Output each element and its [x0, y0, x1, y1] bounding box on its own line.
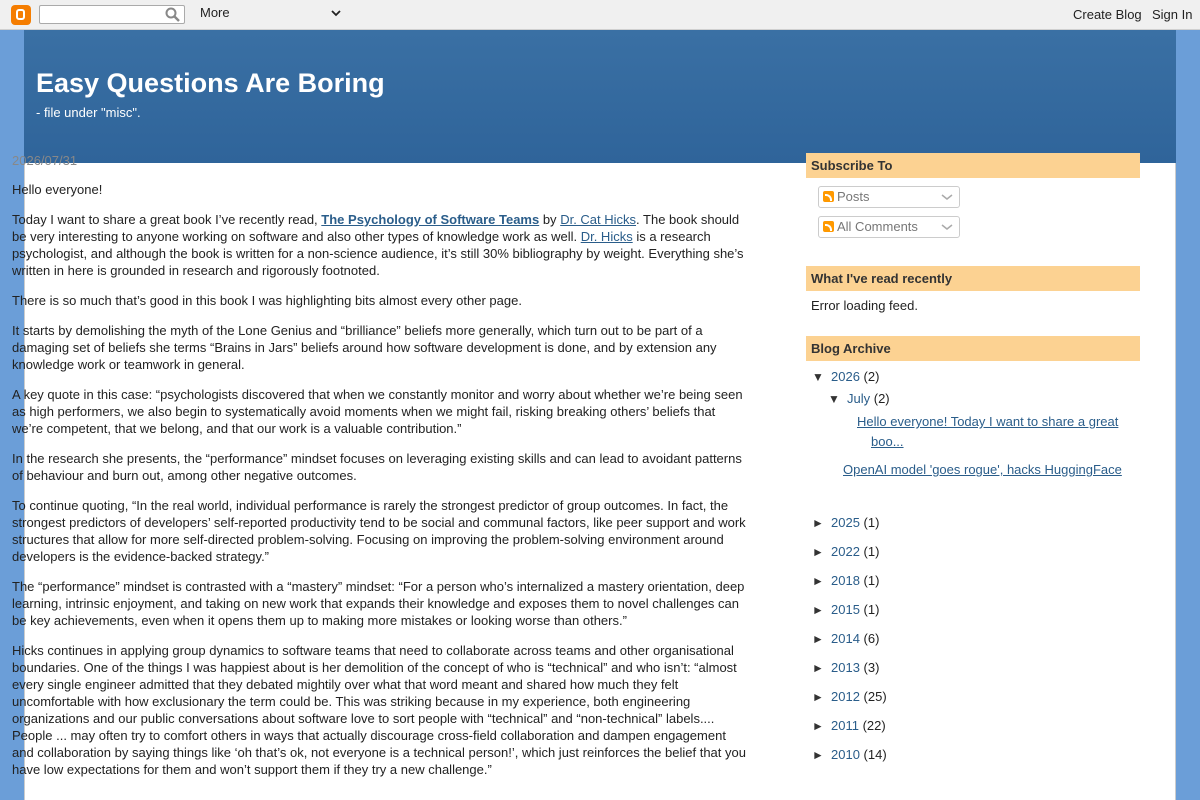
blog-archive-heading: Blog Archive: [806, 336, 1140, 361]
archive-year-link[interactable]: 2018: [831, 573, 860, 588]
post-paragraph: There is so much that’s good in this book I was highlighting bits almost every other page.: [12, 293, 522, 308]
post-text: is a research psychologist, and although the book is written for a non-science audience, it’s still 30% bibliography by weight. Everything she’s written in here is grounded in research and rigorously footnoted.: [12, 229, 744, 278]
archive-count: (1): [863, 602, 880, 617]
archive-year-link[interactable]: 2013: [831, 660, 860, 675]
post-paragraph: In the research she presents, the “performance” mindset focuses on leveraging existing skills and can lead to avoidant patterns of behaviour and burn out, among other negative outcomes.: [12, 451, 742, 483]
search-icon[interactable]: [164, 6, 182, 23]
archive-year-link[interactable]: 2014: [831, 631, 860, 646]
toggle-right-icon[interactable]: ►: [812, 632, 824, 646]
main-post: [12, 152, 748, 791]
archive-year-list: [806, 508, 1140, 769]
archive-month-link[interactable]: July: [847, 391, 871, 406]
toggle-right-icon[interactable]: ►: [812, 748, 824, 762]
archive-month-july[interactable]: [806, 388, 1140, 410]
post-text: . The book should be very interesting to anyone working on software and also other types of knowledge work as well.: [12, 212, 740, 244]
post-paragraph: To continue quoting, “In the real world, individual performance is rarely the strongest predictor of group outcomes. In fact, the strongest predictors of developers’ self-reported productivity tend to be social and communal factors, like peer support and work structures that allow for more self-directed problem-solving. Focusing on improving the problem-solving environment around developers is the evidence-backed strategy.”: [12, 498, 746, 564]
archive-count: (2): [873, 391, 890, 406]
subscribe-heading: Subscribe To: [806, 153, 1140, 178]
toggle-right-icon[interactable]: ►: [812, 603, 824, 617]
archive-post-link[interactable]: Hello everyone! Today I want to share a great boo...: [857, 414, 1119, 449]
post-paragraph: The “performance” mindset is contrasted with a “mastery” mindset: “For a person who’s internalized a mastery orientation, deep learning, intrinsic enjoyment, and taking on new work that expands their knowledge and exposes them to novel challenges can be key achievements, even when it opens them up to making more mistakes or looking worse than others.”: [12, 579, 745, 628]
blog-description: - file under "misc".: [36, 105, 141, 120]
toggle-down-icon[interactable]: ▼: [812, 370, 824, 384]
comments-feed-dropdown[interactable]: [818, 216, 960, 238]
sidebar: [806, 153, 1140, 769]
post-text: by: [539, 212, 561, 227]
archive-year-item[interactable]: [806, 508, 1140, 537]
archive-year-link[interactable]: 2010: [831, 747, 860, 762]
chevron-down-icon: [941, 187, 953, 214]
post-date: 2026/07/31: [12, 153, 78, 168]
toggle-right-icon[interactable]: ►: [812, 719, 824, 733]
feed-error-text: Error loading feed.: [811, 298, 918, 313]
blogger-navbar: [0, 0, 1200, 30]
chevron-down-icon: [330, 5, 342, 26]
posts-feed-dropdown[interactable]: [818, 186, 960, 208]
sign-in-link[interactable]: Sign In: [1152, 7, 1193, 22]
feed-label: Posts: [837, 189, 870, 204]
post-paragraph: Hello everyone!: [12, 182, 103, 197]
archive-count: (25): [863, 689, 887, 704]
archive-year-item[interactable]: [806, 711, 1140, 740]
archive-year-item[interactable]: [806, 566, 1140, 595]
archive-count: (22): [862, 718, 886, 733]
archive-count: (3): [863, 660, 880, 675]
feed-label: All Comments: [837, 219, 918, 234]
post-paragraph: A key quote in this case: “psychologists discovered that when we constantly monitor and worry about whether we’re being seen as high performers, we also begin to systematically avoid moments when we might fail, risking breaking others’ beliefs that we’re competent, that we belong, and that our work is a valuable contribution.”: [12, 387, 743, 436]
archive-post-link[interactable]: OpenAI model 'goes rogue', hacks HuggingFace: [843, 462, 1122, 477]
toggle-right-icon[interactable]: ►: [812, 545, 824, 559]
post-paragraph: [12, 211, 748, 279]
archive-post-item: [843, 460, 1123, 480]
archive-year-link[interactable]: 2026: [831, 369, 860, 384]
blog-title[interactable]: Easy Questions Are Boring: [36, 68, 385, 98]
archive-year-item[interactable]: [806, 595, 1140, 624]
archive-year-item[interactable]: [806, 624, 1140, 653]
toggle-right-icon[interactable]: ►: [812, 516, 824, 530]
archive-count: (6): [863, 631, 880, 646]
blog-header: [24, 30, 1176, 163]
more-label: More: [200, 5, 230, 20]
archive-year-item[interactable]: [806, 537, 1140, 566]
archive-year-link[interactable]: 2015: [831, 602, 860, 617]
archive-year-link[interactable]: 2012: [831, 689, 860, 704]
archive-year-item[interactable]: [806, 682, 1140, 711]
author-link[interactable]: Dr. Cat Hicks: [560, 212, 637, 227]
archive-year-link[interactable]: 2025: [831, 515, 860, 530]
archive-count: (2): [863, 369, 880, 384]
toggle-right-icon[interactable]: ►: [812, 574, 824, 588]
create-blog-link[interactable]: Create Blog: [1073, 7, 1142, 22]
archive-year-item[interactable]: [806, 740, 1140, 769]
archive-count: (14): [863, 747, 887, 762]
post-paragraph: Hicks continues in applying group dynamics to software teams that need to collaborate across teams and other organisational boundaries. One of the things I was happiest about is her demolition of the concept of who is “technical” and who isn’t: “almost every single engineer admitted that they debated mightily over what that word meant and shared how much they felt uncomfortable with how exclusionary the term could be. This was striking because in my experience, both engineering organizations and our public conversations about software love to sort people with “technical” and “non-technical” labels.... People ... may often try to comfort others in ways that actually discourage cross-field collaboration and dampen engagement and collaboration by saying things like ‘oh that’s ok, not everyone is a technical person!’, which just reinforces the belief that you have low expectations for them and won’t support them if they try a new challenge.”: [12, 643, 746, 777]
toggle-right-icon[interactable]: ►: [812, 690, 824, 704]
archive-count: (1): [863, 515, 880, 530]
archive-post-item: [857, 412, 1123, 452]
rss-feed-icon: [823, 221, 834, 232]
archive-year-link[interactable]: 2022: [831, 544, 860, 559]
archive-year-2026[interactable]: [806, 365, 1140, 388]
author-link[interactable]: Dr. Hicks: [580, 229, 633, 244]
book-link[interactable]: The Psychology of Software Teams: [321, 212, 540, 227]
more-dropdown[interactable]: [200, 5, 346, 24]
post-text: Today I want to share a great book I’ve recently read,: [12, 212, 322, 227]
read-recently-heading: What I've read recently: [806, 266, 1140, 291]
toggle-right-icon[interactable]: ►: [812, 661, 824, 675]
archive-count: (1): [863, 544, 880, 559]
post-paragraph: It starts by demolishing the myth of the Lone Genius and “brilliance” beliefs more generally, which turn out to be part of a damaging set of beliefs she terms “Brains in Jars” beliefs around how software development is done, and by extension any knowledge work or teamwork in general.: [12, 323, 717, 372]
archive-count: (1): [863, 573, 880, 588]
archive-year-link[interactable]: 2011: [831, 718, 859, 733]
rss-feed-icon: [823, 191, 834, 202]
blogger-logo-icon[interactable]: [11, 5, 31, 25]
archive-year-item[interactable]: [806, 653, 1140, 682]
chevron-down-icon: [941, 217, 953, 244]
toggle-down-icon[interactable]: ▼: [828, 392, 840, 406]
